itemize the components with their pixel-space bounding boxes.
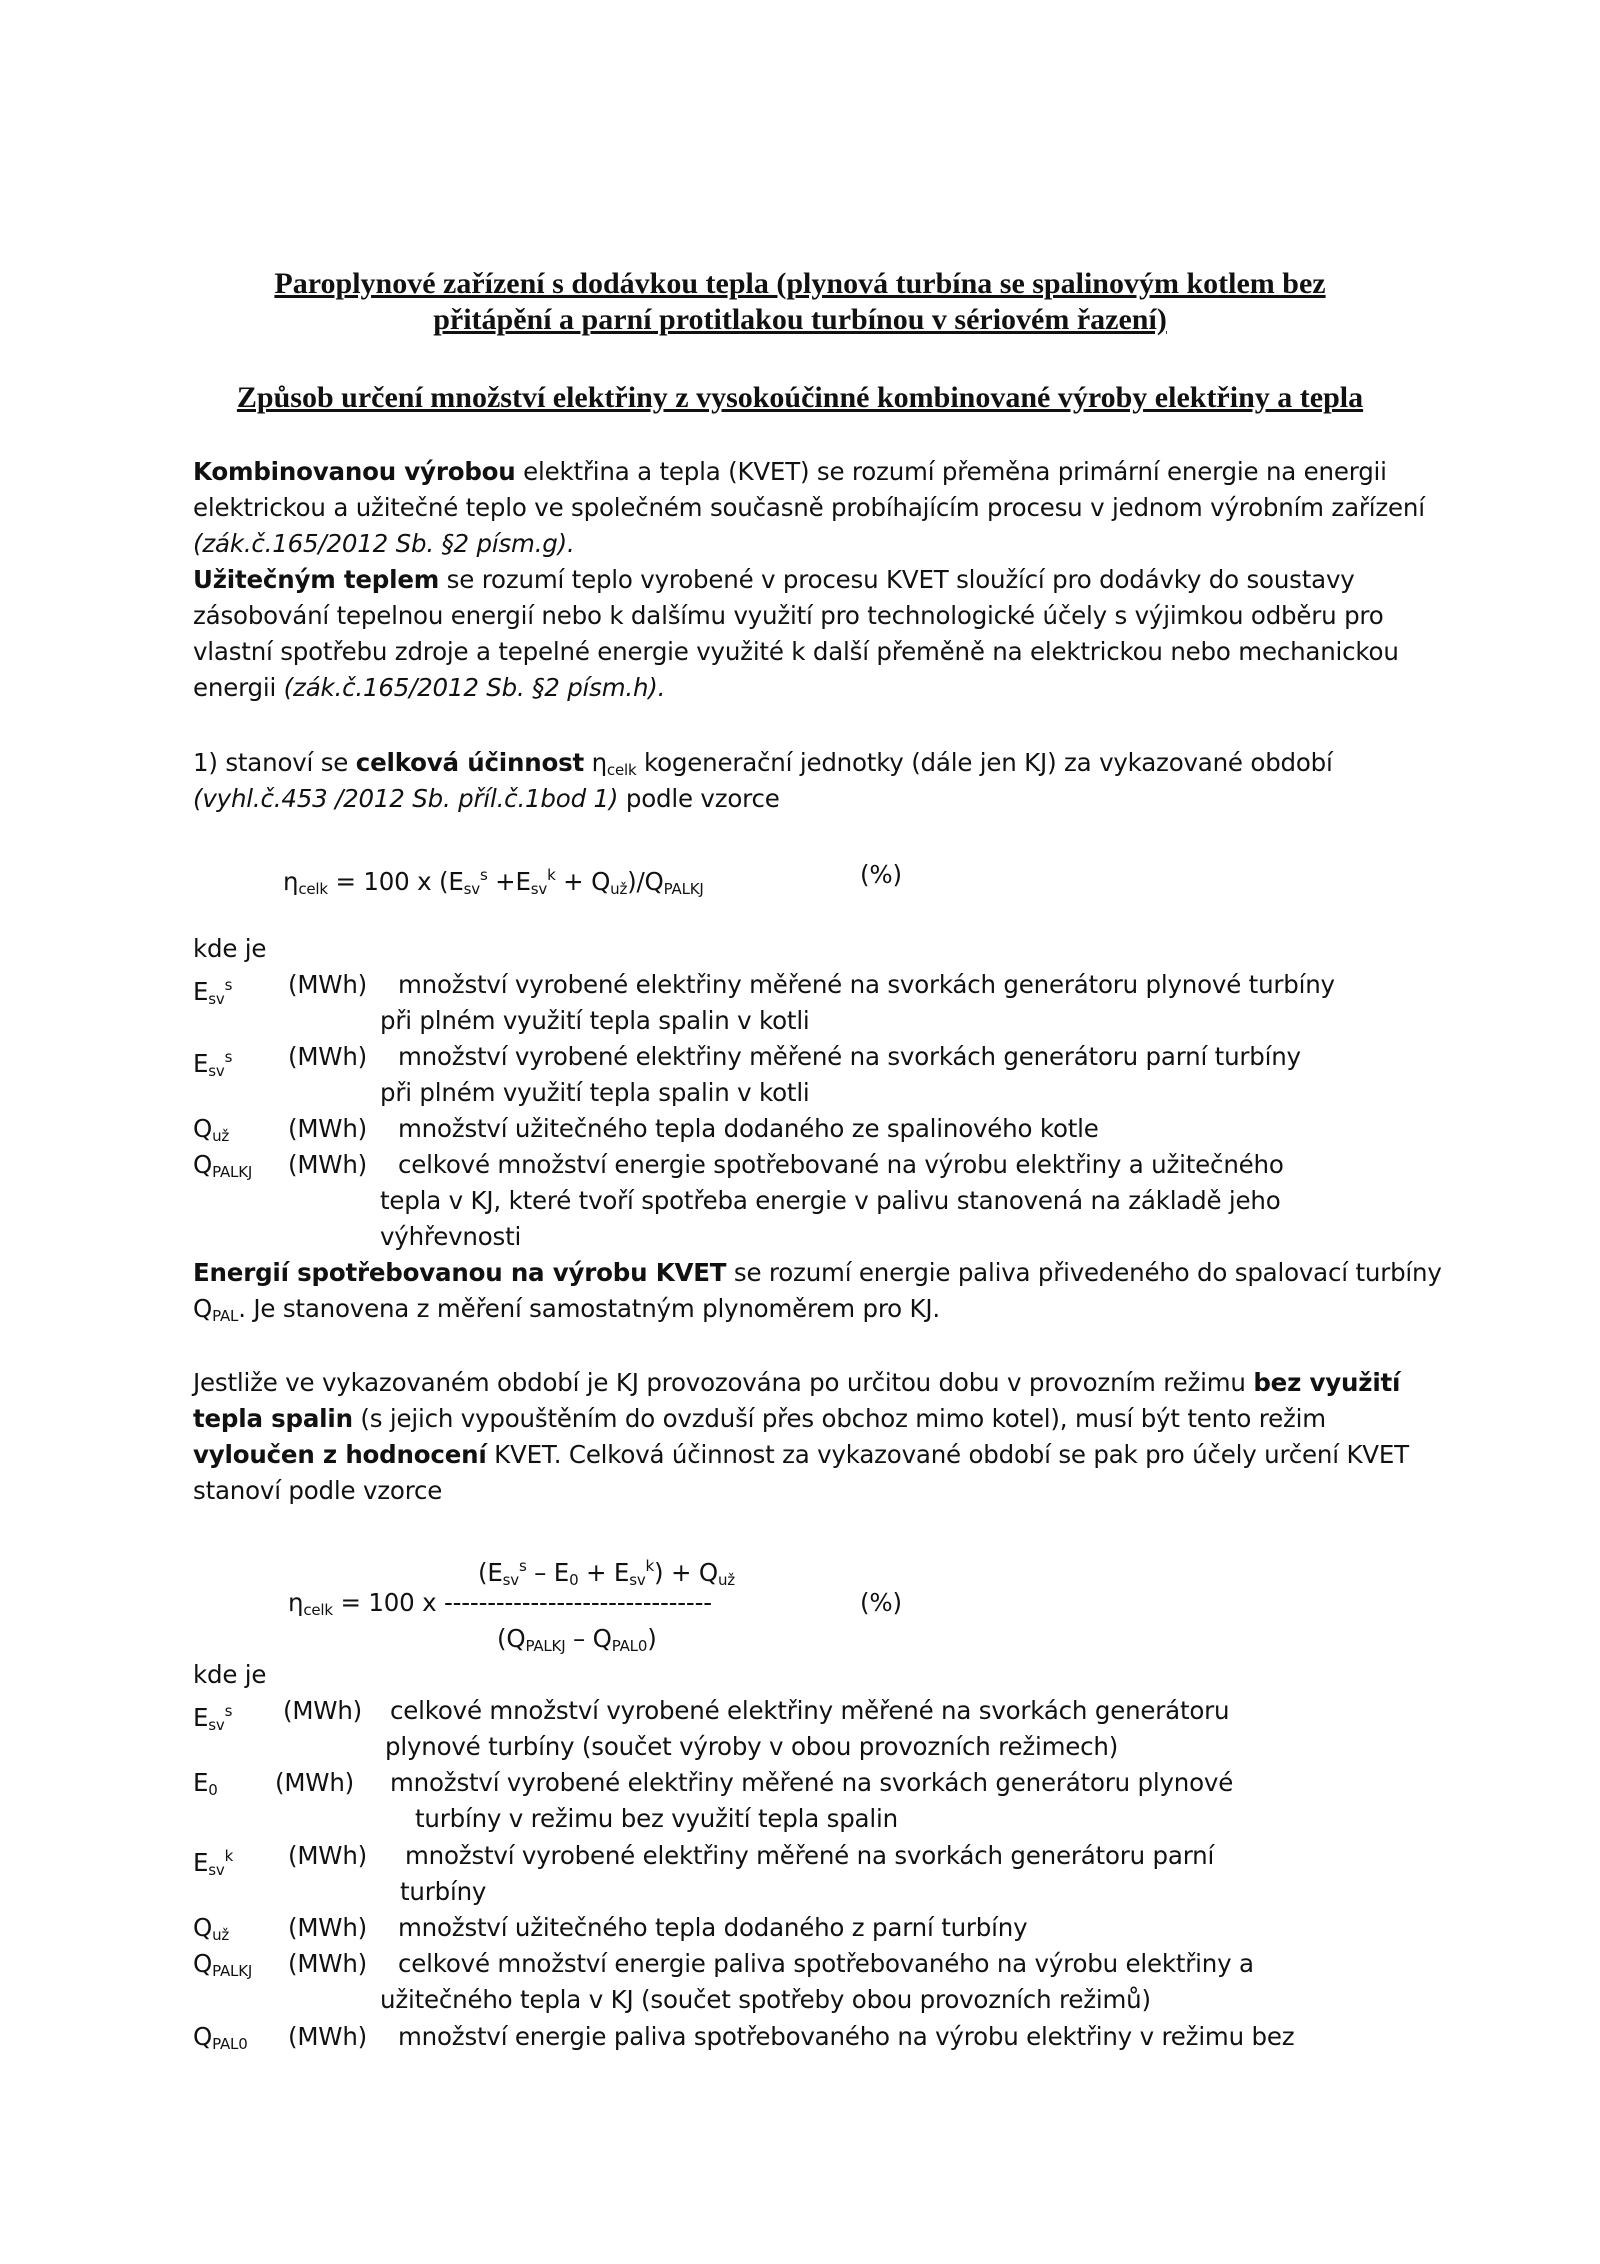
definition-heat-line-4: energii (zák.č.165/2012 Sb. §2 písm.h). xyxy=(193,673,666,702)
var2-esv-k-desc: množství vyrobené elektřiny měřené na svorkách generátoru parní xyxy=(405,1841,1215,1870)
exclusion-paragraph-line-3: vyloučen z hodnocení KVET. Celková účinnost za vykazované období se pak pro účely určení KVET xyxy=(193,1440,1409,1469)
exclusion-paragraph-line-2: tepla spalin (s jejich vypouštěním do ovzduší přes obchoz mimo kotel), musí být tento režim xyxy=(193,1404,1326,1433)
var-esv-s2-desc: množství vyrobené elektřiny měřené na svorkách generátoru parní turbíny xyxy=(398,1042,1301,1071)
formula-1-unit: (%) xyxy=(860,860,902,889)
var2-qpalkj-symbol: $Q_{PALKJ}$ xyxy=(193,1949,253,1980)
exclusion-paragraph-line-1: Jestliže ve vykazovaném období je KJ provozována po určitou dobu v provozním režimu bez využití xyxy=(193,1368,1401,1397)
var2-esv-s-desc-cont: plynové turbíny (součet výroby v obou provozních režimech) xyxy=(385,1732,1119,1761)
var-esv-s-desc-cont: při plném využití tepla spalin v kotli xyxy=(380,1006,810,1035)
var2-quz-unit: (MWh) xyxy=(288,1913,368,1942)
exclusion-paragraph-line-4: stanoví podle vzorce xyxy=(193,1476,443,1505)
where-label-1: kde je xyxy=(193,934,267,963)
formula-2-numerator: $(E_{sv}^s - E_0 + E_{sv}^k) + Q_{už}$ xyxy=(478,1557,735,1589)
definition-kvet-line-1: Kombinovanou výrobou elektřina a tepla (KVET) se rozumí přeměna primární energie na energii xyxy=(193,457,1387,486)
var2-qpalkj-unit: (MWh) xyxy=(288,1949,368,1978)
definition-heat-line-3: vlastní spotřebu zdroje a tepelné energie využité k další přeměně na elektrickou nebo mechanickou xyxy=(193,637,1399,666)
definition-heat-line-2: zásobování tepelnou energií nebo k dalšímu využití pro technologické účely s výjimkou odběru pro xyxy=(193,601,1384,630)
var-quz-desc: množství užitečného tepla dodaného ze spalinového kotle xyxy=(398,1114,1099,1143)
formula-2-unit: (%) xyxy=(860,1588,902,1617)
var2-esv-k-unit: (MWh) xyxy=(288,1841,368,1870)
definition-heat-term: Užitečným teplem xyxy=(193,565,440,594)
var-esv-s-unit: (MWh) xyxy=(288,970,368,999)
var2-quz-symbol: $Q_{už}$ xyxy=(193,1913,230,1944)
var2-qpal0-desc: množství energie paliva spotřebovaného na výrobu elektřiny v režimu bez xyxy=(398,2022,1295,2051)
var-esv-s2-unit: (MWh) xyxy=(288,1042,368,1071)
formula-1: $\eta_{celk} = 100$ x $(E_{sv}^s +E_{sv}^k + Q_{už})/Q_{PALKJ}$ xyxy=(283,866,704,898)
formula-2-main: $\eta_{celk} = 100$ x ------------------------------- xyxy=(288,1588,712,1619)
step-1-line-2: (vyhl.č.453 /2012 Sb. příl.č.1bod 1) podle vzorce xyxy=(193,784,780,813)
definition-kvet-citation: (zák.č.165/2012 Sb. §2 písm.g). xyxy=(193,529,575,558)
var2-esv-k-desc-cont: turbíny xyxy=(400,1877,487,1906)
definition-kvet-line-2: elektrickou a užitečné teplo ve společném současně probíhajícím procesu v jednom výrobním zařízení xyxy=(193,493,1425,522)
var-qpalkj-desc-cont-2: výhřevnosti xyxy=(380,1222,522,1251)
var2-esv-k-symbol: $E_{sv}^k$ xyxy=(193,1847,234,1879)
var2-e0-desc-cont: turbíny v režimu bez využití tepla spalin xyxy=(415,1804,898,1833)
var2-qpalkj-desc-cont: užitečného tepla v KJ (součet spotřeby obou provozních režimů) xyxy=(380,1985,1151,2014)
var-qpalkj-symbol: $Q_{PALKJ}$ xyxy=(193,1150,253,1181)
var-qpalkj-desc: celkové množství energie spotřebované na výrobu elektřiny a užitečného xyxy=(398,1150,1284,1179)
definition-heat-line-1: Užitečným teplem se rozumí teplo vyrobené v procesu KVET sloužící pro dodávky do soustavy xyxy=(193,565,1355,594)
var-qpalkj-unit: (MWh) xyxy=(288,1150,368,1179)
var2-esv-s-desc: celkové množství vyrobené elektřiny měřené na svorkách generátoru xyxy=(390,1696,1230,1725)
var-qpalkj-desc-cont: tepla v KJ, které tvoří spotřeba energie v palivu stanovená na základě jeho xyxy=(380,1186,1281,1215)
document-title-line-2: přitápění a parní protitlakou turbínou v sériovém řazení) xyxy=(433,303,1167,336)
var-quz-symbol: $Q_{už}$ xyxy=(193,1114,230,1145)
var2-quz-desc: množství užitečného tepla dodaného z parní turbíny xyxy=(398,1913,1028,1942)
step-1-line-1: 1) stanoví se celková účinnost $\eta_{celk}$ kogenerační jednotky (dále jen KJ) za vykazované období xyxy=(193,748,1333,779)
document-title-line-1: Paroplynové zařízení s dodávkou tepla (plynová turbína se spalinovým kotlem bez xyxy=(274,267,1326,300)
energy-definition-line-2: $Q_{PAL}$. Je stanovena z měření samostatným plynoměrem pro KJ. xyxy=(193,1294,941,1325)
var2-qpal0-symbol: $Q_{PAL0}$ xyxy=(193,2022,248,2053)
var-esv-s-desc: množství vyrobené elektřiny měřené na svorkách generátoru plynové turbíny xyxy=(398,970,1335,999)
var2-e0-symbol: $E_0$ xyxy=(193,1768,218,1799)
var-esv-s2-desc-cont: při plném využití tepla spalin v kotli xyxy=(380,1078,810,1107)
var2-qpalkj-desc: celkové množství energie paliva spotřebovaného na výrobu elektřiny a xyxy=(398,1949,1254,1978)
var2-esv-s-symbol: $E_{sv}^s$ xyxy=(193,1702,233,1734)
var-quz-unit: (MWh) xyxy=(288,1114,368,1143)
var-esv-s2-symbol: $E_{sv}^s$ xyxy=(193,1048,233,1080)
document-subtitle: Způsob určení množství elektřiny z vysokoúčinné kombinované výroby elektřiny a tepla xyxy=(236,381,1364,414)
definition-kvet-term: Kombinovanou výrobou xyxy=(193,457,516,486)
var2-qpal0-unit: (MWh) xyxy=(288,2022,368,2051)
var2-e0-unit: (MWh) xyxy=(275,1768,355,1797)
where-label-2: kde je xyxy=(193,1660,267,1689)
var2-e0-desc: množství vyrobené elektřiny měřené na svorkách generátoru plynové xyxy=(390,1768,1234,1797)
formula-2-denominator: $(Q_{PALKJ} - Q_{PAL0})$ xyxy=(497,1624,657,1655)
var2-esv-s-unit: (MWh) xyxy=(283,1696,363,1725)
var-esv-s-symbol: $E_{sv}^s$ xyxy=(193,976,233,1008)
energy-definition-line-1: Energií spotřebovanou na výrobu KVET se rozumí energie paliva přivedeného do spalovací turbíny xyxy=(193,1258,1442,1287)
